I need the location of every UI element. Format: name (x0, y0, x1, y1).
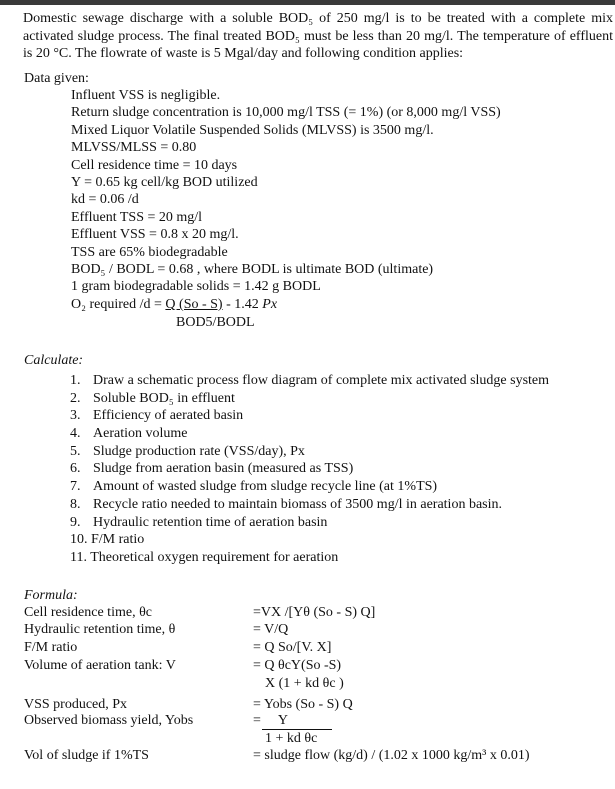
given-item: Y = 0.65 kg cell/kg BOD utilized (71, 174, 258, 190)
given-item: Cell residence time = 10 days (71, 157, 238, 173)
vss-expr: = Yobs (So - S) Q (253, 697, 353, 712)
given-item: MLVSS/MLSS = 0.80 (71, 140, 197, 156)
given-item: Return sludge concentration is 10,000 mg/l TSS (= 1%) (or 8,000 mg/l VSS) (71, 105, 501, 121)
sludge-expr: = sludge flow (kg/d) / (1.02 x 1000 kg/m³ x 0.01) (253, 748, 530, 763)
calculate-heading: Calculate: (24, 353, 84, 368)
cell-residence-expr: =VX /[Yθ (So - S) Q] (253, 605, 376, 620)
list-item: 1. Draw a schematic process flow diagram of complete mix activated sludge system (70, 373, 550, 388)
oxygen-formula-numerator: Q (So - S) (165, 297, 223, 312)
oxygen-formula (71, 296, 277, 313)
given-item: kd = 0.06 /d (71, 192, 139, 208)
hrt-expr: = V/Q (253, 622, 289, 637)
given-item: 1 gram biodegradable solids = 1.42 g BODL (71, 279, 321, 295)
list-item: 9. Hydraulic retention time of aeration basin (70, 514, 328, 530)
given-item: Mixed Liquor Volatile Suspended Solids (MLVSS) is 3500 mg/l. (71, 122, 434, 138)
formula-heading: Formula: (24, 588, 78, 603)
fm-label: F/M ratio (24, 640, 78, 655)
volume-numerator: = Q θcY(So -S) (253, 658, 342, 673)
oxygen-formula-lhs: O₂ required /d = (71, 297, 166, 312)
vss-label: VSS produced, Px (24, 697, 128, 712)
data-given-heading: Data given: (24, 71, 89, 86)
problem-statement: Domestic sewage discharge with a soluble BOD₅ of 250 mg/l is to be treated with a complete mix activated sludge process. The final treated BOD₅ must be less than 20 mg/l. The temperature of effluent is 20 °C. The flowrate of waste is 5 Mgal/day and following condition applies: (23, 11, 613, 61)
yobs-numerator: = Y (253, 713, 288, 728)
given-item: Effluent TSS = 20 mg/l (71, 209, 203, 225)
list-item: 8. Recycle ratio needed to maintain biomass of 3500 mg/l in aeration basin. (70, 496, 503, 512)
given-item: BOD₅ / BODL = 0.68 , where BODL is ultimate BOD (ultimate) (71, 261, 434, 277)
given-item: Influent VSS is negligible. (71, 88, 221, 103)
hrt-label: Hydraulic retention time, θ (24, 622, 176, 637)
list-item: 11. Theoretical oxygen requirement for aeration (70, 549, 339, 565)
given-list (71, 87, 501, 296)
sludge-label: Vol of sludge if 1%TS (24, 748, 149, 763)
yobs-denominator: 1 + kd θc (265, 731, 318, 746)
list-item: 7. Amount of wasted sludge from sludge recycle line (at 1%TS) (70, 479, 438, 495)
oxygen-formula-tail: - 1.42 (222, 297, 263, 312)
yobs-label: Observed biomass yield, Yobs (24, 713, 194, 728)
fm-expr: = Q So/[V. X] (253, 640, 332, 655)
volume-label: Volume of aeration tank: V (24, 658, 176, 673)
list-item: 10. F/M ratio (70, 532, 145, 548)
volume-denominator: X (1 + kd θc ) (265, 676, 344, 691)
given-item: TSS are 65% biodegradable (71, 244, 228, 260)
list-item: 3. Efficiency of aerated basin (70, 408, 244, 424)
list-item: 6. Sludge from aeration basin (measured as TSS) (70, 461, 354, 477)
oxygen-formula-px: Px (262, 297, 278, 312)
oxygen-formula-denominator: BOD5/BODL (176, 315, 255, 330)
cell-residence-label: Cell residence time, θc (24, 605, 152, 620)
list-item: 2. Soluble BOD₅ in effluent (70, 390, 235, 406)
top-border (0, 0, 615, 5)
calculate-list (70, 372, 549, 567)
given-item: Effluent VSS = 0.8 x 20 mg/l. (71, 227, 239, 243)
list-item: 5. Sludge production rate (VSS/day), Px (70, 443, 305, 459)
list-item: 4. Aeration volume (70, 426, 188, 442)
